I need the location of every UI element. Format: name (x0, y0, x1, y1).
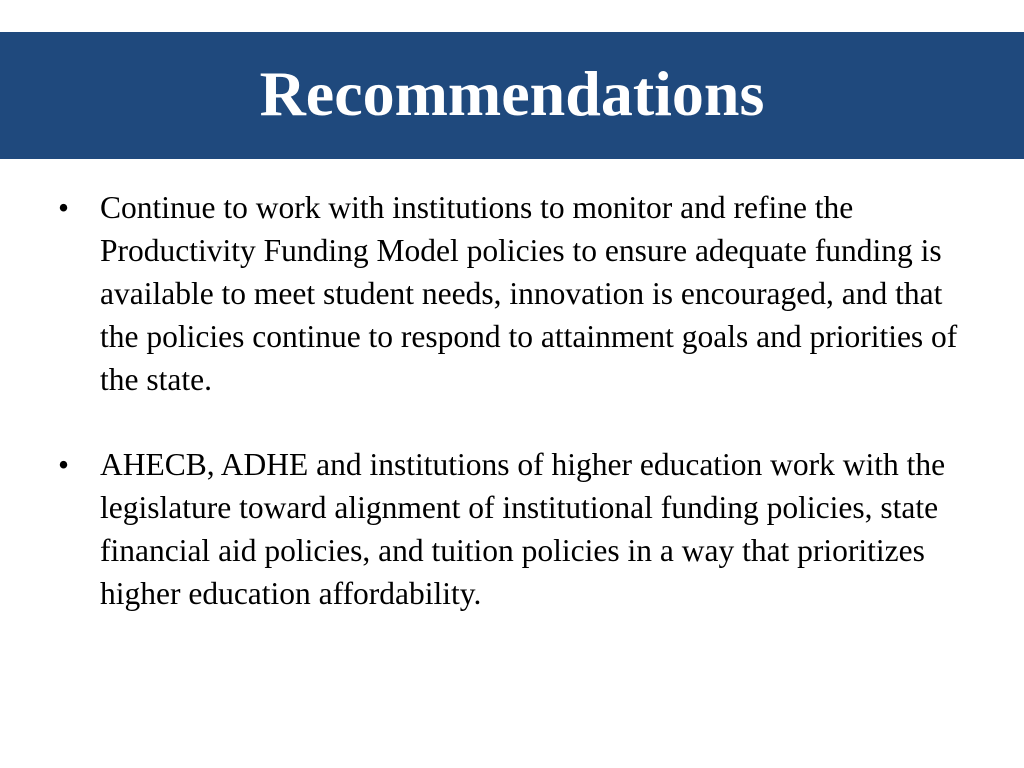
bullet-icon: • (58, 190, 70, 225)
bullet-item (58, 186, 968, 401)
bullet-text: AHECB, ADHE and institutions of higher education work with the legislature toward alignment of institutional funding policies, state financial aid policies, and tuition policies in a way that prioritizes higher education affordability. (100, 447, 946, 611)
title-bar (0, 32, 1024, 159)
bullet-text: Continue to work with institutions to monitor and refine the Productivity Funding Model policies to ensure adequate funding is available to meet student needs, innovation is encouraged, and that the policies continue to respond to attainment goals and priorities of the state. (100, 190, 958, 397)
bullet-icon: • (58, 447, 70, 482)
bullet-list (58, 186, 968, 615)
slide-title: Recommendations (259, 57, 765, 129)
bullet-item (58, 443, 968, 615)
